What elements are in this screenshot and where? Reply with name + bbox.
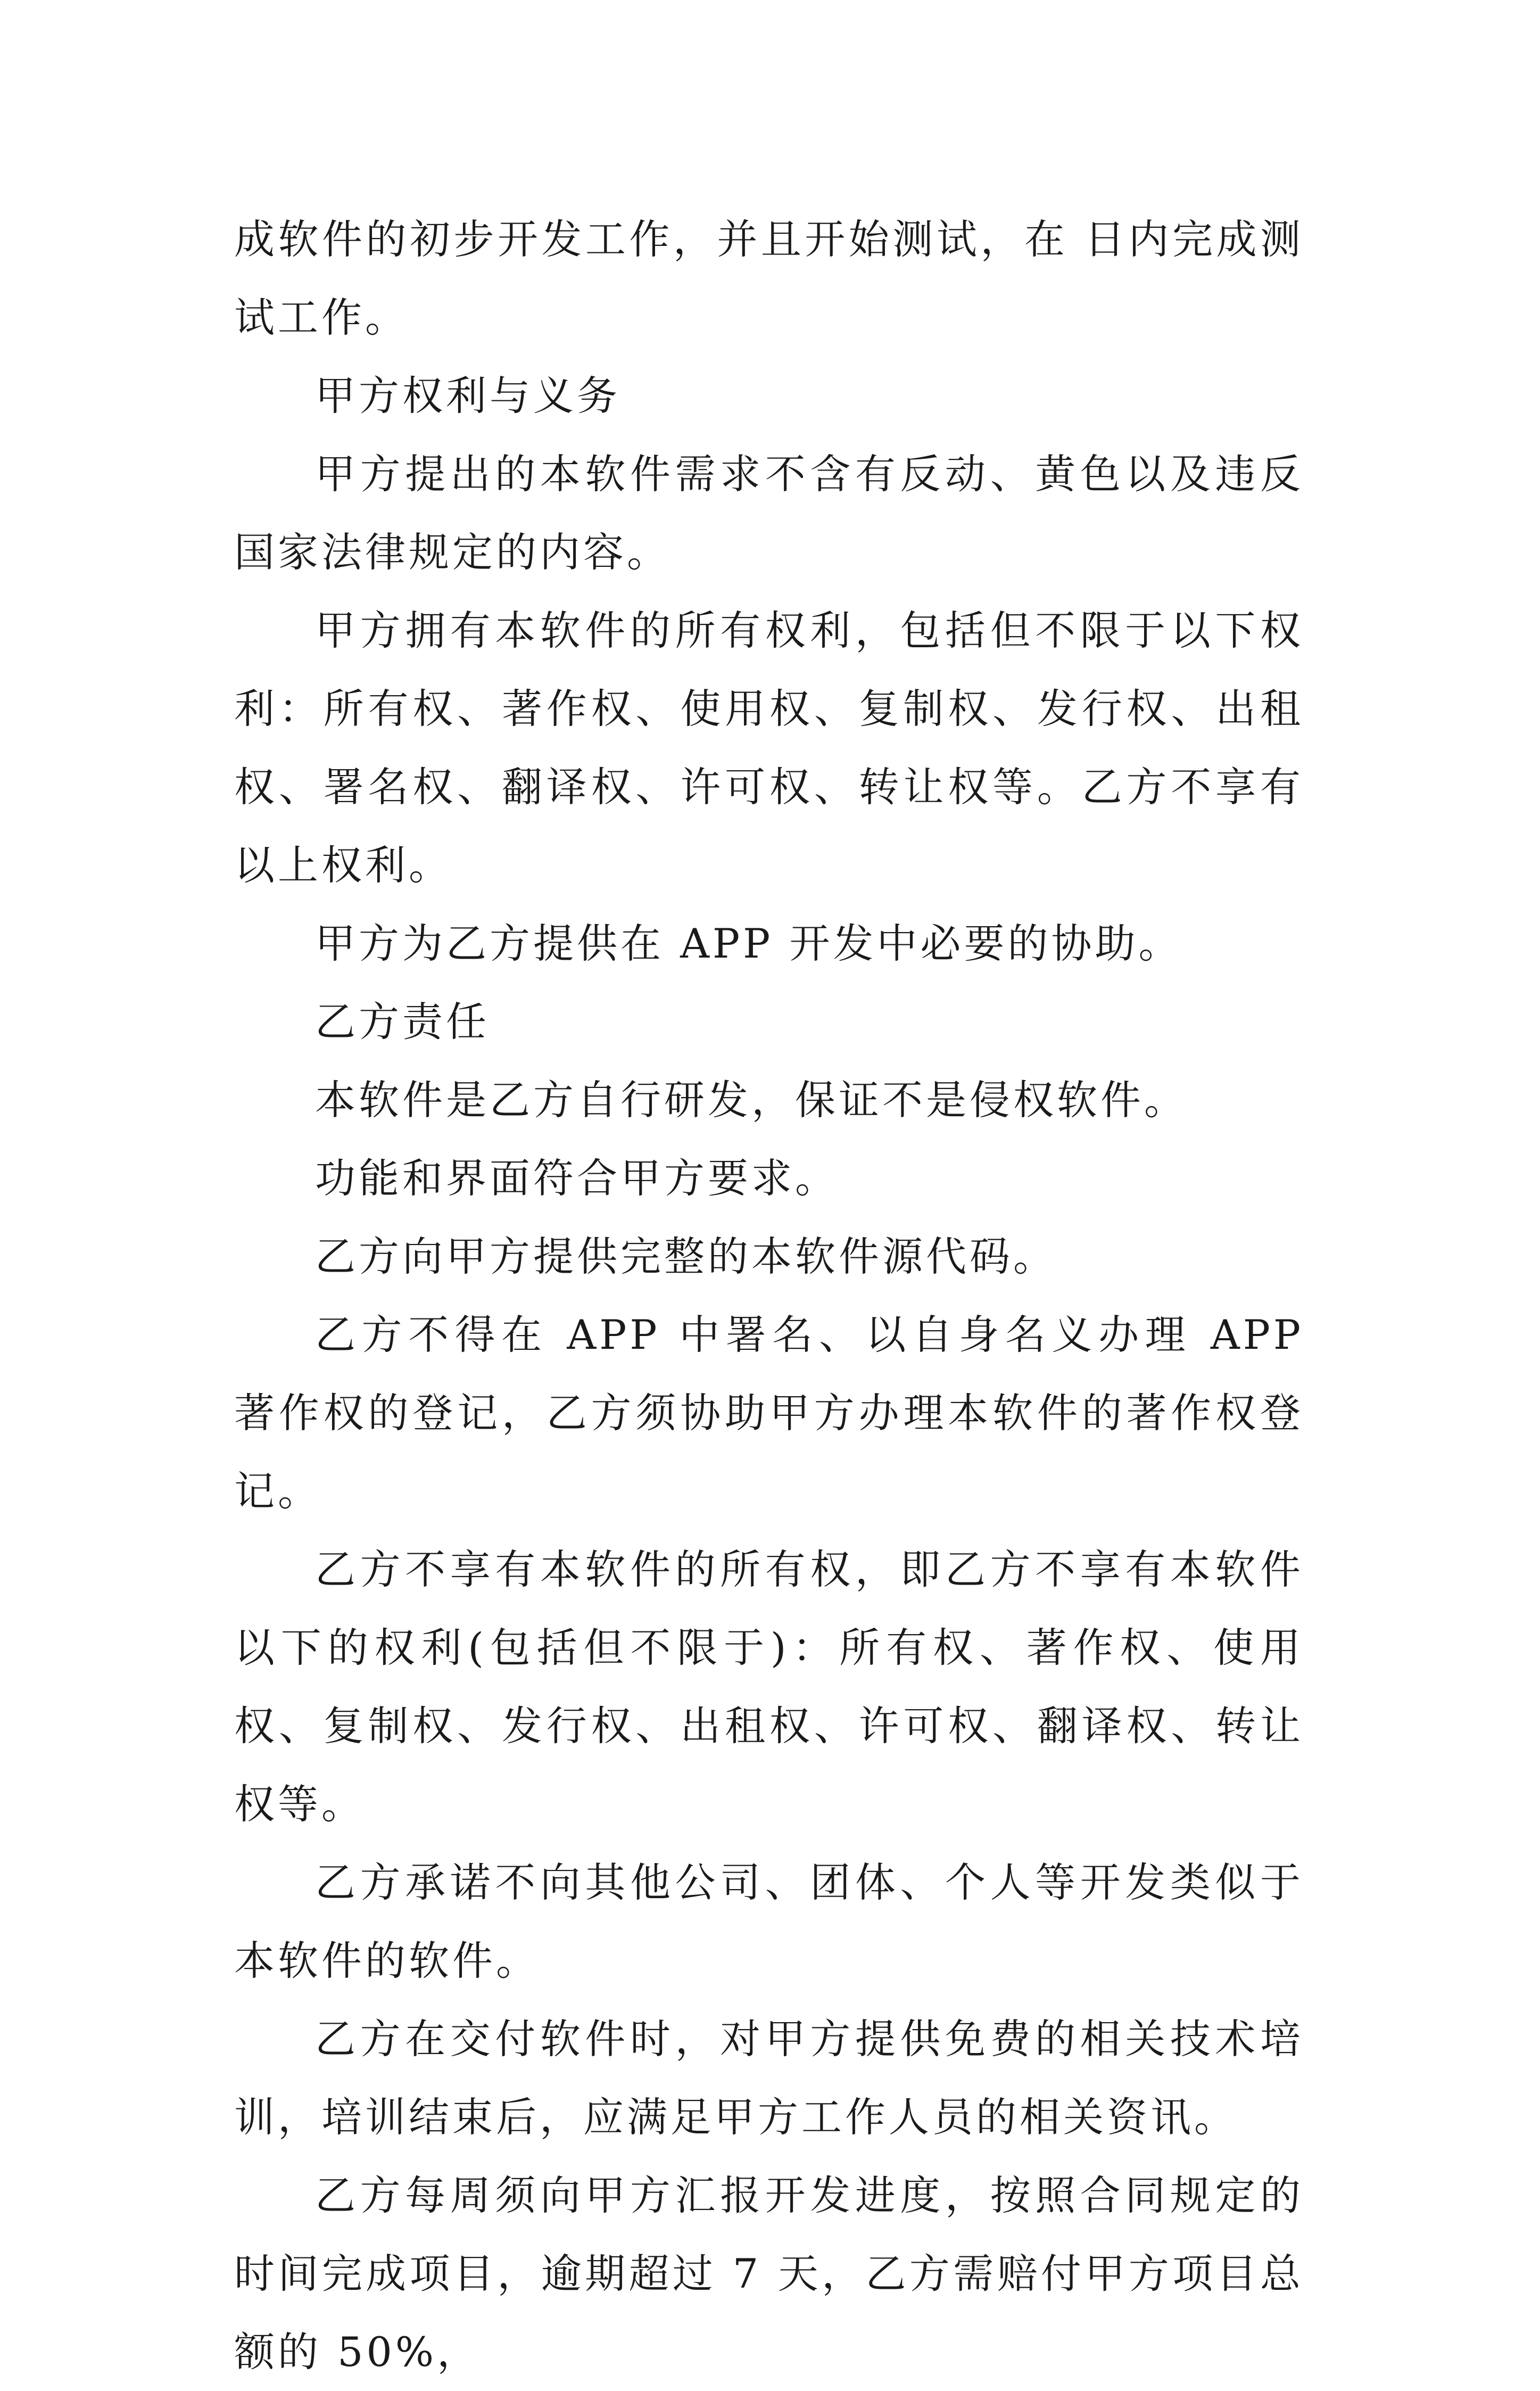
paragraph: 乙方向甲方提供完整的本软件源代码。: [315, 1233, 1057, 1280]
section-heading: 甲方权利与义务: [315, 372, 620, 419]
paragraph: 乙方不享有本软件的所有权，即乙方不享有本软件以下的权利(包括但不限于)：所有权、著作权、使用权、复制权、发行权、出租权、许可权、翻译权、转让权等。: [234, 1546, 1304, 1828]
paragraph: 功能和界面符合甲方要求。: [315, 1155, 839, 1202]
paragraph: 乙方每周须向甲方汇报开发进度，按照合同规定的时间完成项目，逾期超过 7 天，乙方需赔付甲方项目总额的 50%，: [234, 2172, 1304, 2376]
paragraph: 甲方为乙方提供在 APP 开发中必要的协助。: [315, 920, 1182, 967]
paragraph: 乙方在交付软件时，对甲方提供免费的相关技术培训，培训结束后，应满足甲方工作人员的相关资讯。: [234, 2015, 1304, 2141]
paragraph: 甲方拥有本软件的所有权利，包括但不限于以下权利：所有权、著作权、使用权、复制权、发行权、出租权、署名权、翻译权、许可权、转让权等。乙方不享有以上权利。: [234, 607, 1304, 889]
paragraph: 乙方承诺不向其他公司、团体、个人等开发类似于本软件的软件。: [234, 1859, 1304, 1984]
paragraph: 乙方不得在 APP 中署名、以自身名义办理 APP 著作权的登记，乙方须协助甲方办理本软件的著作权登记。: [234, 1311, 1304, 1515]
paragraph: 本软件是乙方自行研发，保证不是侵权软件。: [315, 1076, 1188, 1124]
paragraph: 成软件的初步开发工作，并且开始测试，在 日内完成测试工作。: [234, 216, 1304, 341]
paragraph: 甲方提出的本软件需求不含有反动、黄色以及违反国家法律规定的内容。: [234, 450, 1304, 576]
section-heading: 乙方责任: [315, 998, 490, 1045]
document-body: [234, 200, 1304, 2391]
